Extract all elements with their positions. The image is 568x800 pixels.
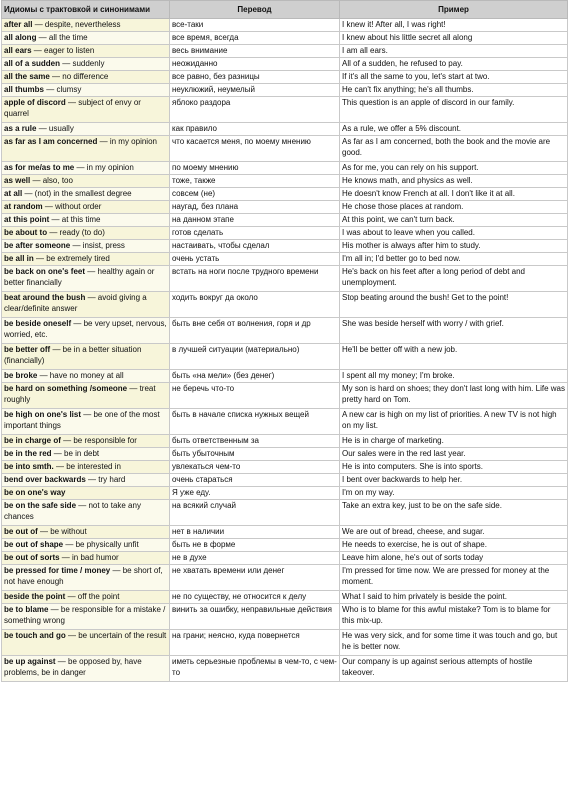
table-row [2, 656, 568, 682]
example-cell: Our company is up against serious attempts of hostile takeover. [340, 656, 568, 682]
table-row [2, 461, 568, 474]
table-row [2, 123, 568, 136]
idiom-definition: — off the point [65, 592, 120, 601]
idiom-term: all ears [4, 46, 32, 55]
example-cell: He can't fix anything; he's all thumbs. [340, 84, 568, 97]
idiom-definition: — also, too [30, 176, 73, 185]
idiom-cell [2, 539, 170, 552]
idiom-cell [2, 383, 170, 409]
idiom-cell [2, 448, 170, 461]
example-cell: All of a sudden, he refused to pay. [340, 58, 568, 71]
idiom-term: be broke [4, 371, 38, 380]
idiom-term: be touch and go [4, 631, 66, 640]
translation-cell: винить за ошибку, неправильные действия [170, 604, 340, 630]
example-cell: Take an extra key, just to be on the safe side. [340, 500, 568, 526]
translation-cell: по моему мнению [170, 162, 340, 175]
example-cell: As a rule, we offer a 5% discount. [340, 123, 568, 136]
example-cell: He is in charge of marketing. [340, 435, 568, 448]
translation-cell: ходить вокруг да около [170, 292, 340, 318]
idiom-term: all the same [4, 72, 50, 81]
idiom-term: all thumbs [4, 85, 45, 94]
example-cell: As far as I am concerned, both the book and the movie are good. [340, 136, 568, 162]
idiom-cell [2, 97, 170, 123]
idiom-term: be on the safe side [4, 501, 77, 510]
idiom-cell [2, 253, 170, 266]
translation-cell: что касается меня, по моему мнению [170, 136, 340, 162]
table-row [2, 552, 568, 565]
idiom-term: be after someone [4, 241, 71, 250]
translation-cell: не хватать времени или денег [170, 565, 340, 591]
idiom-cell [2, 656, 170, 682]
table-row [2, 162, 568, 175]
idiom-definition: — in bad humor [59, 553, 119, 562]
example-cell: She was beside herself with worry / with grief. [340, 318, 568, 344]
table-row [2, 188, 568, 201]
table-row [2, 318, 568, 344]
translation-cell: быть не в форме [170, 539, 340, 552]
idiom-definition: — all the time [36, 33, 88, 42]
idiom-term: be on one's way [4, 488, 66, 497]
table-row [2, 526, 568, 539]
example-cell: I'm pressed for time now. We are pressed for money at the moment. [340, 565, 568, 591]
table-row [2, 604, 568, 630]
idiom-term: be better off [4, 345, 51, 354]
idiom-term: be pressed for time / money [4, 566, 111, 575]
idiom-cell [2, 123, 170, 136]
example-cell: He'll be better off with a new job. [340, 344, 568, 370]
idiom-cell [2, 630, 170, 656]
idiom-term: be back on one's feet [4, 267, 86, 276]
idiom-cell [2, 487, 170, 500]
idiom-definition: — be uncertain of the result [65, 631, 167, 640]
header-idioms: Идиомы с трактовкой и синонимами [2, 1, 170, 19]
idiom-cell [2, 435, 170, 448]
translation-cell: очень стараться [170, 474, 340, 487]
idiom-cell [2, 604, 170, 630]
translation-cell: быть «на мели» (без денег) [170, 370, 340, 383]
table-row [2, 240, 568, 253]
translation-cell: на данном этапе [170, 214, 340, 227]
example-cell: This question is an apple of discord in our family. [340, 97, 568, 123]
translation-cell: готов сделать [170, 227, 340, 240]
header-example: Пример [340, 1, 568, 19]
translation-cell: весь внимание [170, 45, 340, 58]
idiom-definition: — be one of the most important things [4, 410, 160, 430]
translation-cell: совсем (не) [170, 188, 340, 201]
idiom-definition: — be short of, not have enough [4, 566, 163, 586]
example-cell: I'm on my way. [340, 487, 568, 500]
translation-cell: наугад, без плана [170, 201, 340, 214]
translation-cell: быть убыточным [170, 448, 340, 461]
translation-cell: быть ответственным за [170, 435, 340, 448]
idiom-term: beside the point [4, 592, 66, 601]
table-row [2, 201, 568, 214]
translation-cell: все-таки [170, 19, 340, 32]
idiom-cell [2, 201, 170, 214]
idiom-cell [2, 175, 170, 188]
idiom-cell [2, 461, 170, 474]
table-row [2, 448, 568, 461]
example-cell: I knew about his little secret all along [340, 32, 568, 45]
table-row [2, 591, 568, 604]
translation-cell: все время, всегда [170, 32, 340, 45]
idiom-cell [2, 136, 170, 162]
idiom-cell [2, 19, 170, 32]
translation-cell: все равно, без разницы [170, 71, 340, 84]
example-cell: He chose those places at random. [340, 201, 568, 214]
example-cell: A new car is high on my list of priorities. A new TV is not high on my list. [340, 409, 568, 435]
idiom-cell [2, 344, 170, 370]
idiom-term: as well [4, 176, 31, 185]
idiom-definition: — try hard [85, 475, 126, 484]
example-cell: I'm all in; I'd better go to bed now. [340, 253, 568, 266]
translation-cell: на грани; неясно, куда повернется [170, 630, 340, 656]
translation-cell: быть вне себя от волнения, горя и др [170, 318, 340, 344]
idiom-term: at this point [4, 215, 50, 224]
idiom-definition: — have no money at all [37, 371, 124, 380]
idiom-definition: — subject of envy or quarrel [4, 98, 141, 118]
idiom-definition: — avoid giving a clear/definite answer [4, 293, 147, 313]
table-row [2, 500, 568, 526]
table-row [2, 383, 568, 409]
table-row [2, 175, 568, 188]
idiom-definition: — at this time [49, 215, 101, 224]
idiom-term: as a rule [4, 124, 37, 133]
table-row [2, 71, 568, 84]
translation-cell: как правило [170, 123, 340, 136]
idiom-definition: — be opposed by, have problems, be in danger [4, 657, 142, 677]
idiom-cell [2, 591, 170, 604]
table-row [2, 45, 568, 58]
example-cell: We are out of bread, cheese, and sugar. [340, 526, 568, 539]
table-row [2, 487, 568, 500]
table-row [2, 32, 568, 45]
header-translation: Перевод [170, 1, 340, 19]
translation-cell: неуклюжий, неумелый [170, 84, 340, 97]
table-row [2, 344, 568, 370]
example-cell: He knows math, and physics as well. [340, 175, 568, 188]
idiom-definition: — ready (to do) [47, 228, 105, 237]
example-cell: My son is hard on shoes; they don't last long with him. Life was pretty hard on Tom. [340, 383, 568, 409]
example-cell: I knew it! After all, I was right! [340, 19, 568, 32]
table-row [2, 539, 568, 552]
idiom-cell [2, 71, 170, 84]
translation-cell: яблоко раздора [170, 97, 340, 123]
idiom-cell [2, 32, 170, 45]
idiom-definition: — clumsy [44, 85, 82, 94]
idiom-term: be in the red [4, 449, 52, 458]
idiom-definition: — no difference [49, 72, 109, 81]
example-cell: I spent all my money; I'm broke. [340, 370, 568, 383]
idiom-term: all along [4, 33, 37, 42]
idiom-term: be hard on something /someone [4, 384, 128, 393]
idiom-definition: — without order [42, 202, 102, 211]
idiom-cell [2, 162, 170, 175]
idiom-definition: — healthy again or better financially [4, 267, 155, 287]
idiom-term: be about to [4, 228, 48, 237]
example-cell: He doesn't know French at all. I don't like it at all. [340, 188, 568, 201]
idioms-table [1, 0, 568, 682]
translation-cell: в лучшей ситуации (материально) [170, 344, 340, 370]
idiom-definition: — despite, nevertheless [32, 20, 121, 29]
table-row [2, 292, 568, 318]
idiom-cell [2, 292, 170, 318]
translation-cell: неожиданно [170, 58, 340, 71]
idiom-definition: — (not) in the smallest degree [22, 189, 132, 198]
idiom-term: beat around the bush [4, 293, 86, 302]
table-row [2, 409, 568, 435]
idiom-cell [2, 240, 170, 253]
translation-cell: не в духе [170, 552, 340, 565]
idiom-definition: — in my opinion [97, 137, 157, 146]
example-cell: His mother is always after him to study. [340, 240, 568, 253]
idiom-term: be into smth. [4, 462, 54, 471]
example-cell: He needs to exercise, he is out of shape. [340, 539, 568, 552]
table-row [2, 19, 568, 32]
example-cell: I am all ears. [340, 45, 568, 58]
idiom-cell [2, 370, 170, 383]
idiom-cell [2, 266, 170, 292]
idiom-term: at random [4, 202, 43, 211]
example-cell: Who is to blame for this awful mistake? Tom is to blame for this mix-up. [340, 604, 568, 630]
example-cell: As for me, you can rely on his support. [340, 162, 568, 175]
table-row [2, 97, 568, 123]
idiom-definition: — be very upset, nervous, worried, etc. [4, 319, 167, 339]
idiom-term: at all [4, 189, 23, 198]
translation-cell: не по существу, не относится к делу [170, 591, 340, 604]
header-row [2, 1, 568, 19]
idiom-cell [2, 214, 170, 227]
example-cell: He's back on his feet after a long period of debt and unemployment. [340, 266, 568, 292]
translation-cell: не беречь что-то [170, 383, 340, 409]
idiom-cell [2, 552, 170, 565]
idiom-term: apple of discord [4, 98, 66, 107]
idiom-term: bend over backwards [4, 475, 86, 484]
idiom-term: as far as I am concerned [4, 137, 98, 146]
idiom-cell [2, 45, 170, 58]
idiom-definition: — be physically unfit [63, 540, 139, 549]
idiom-definition: — be responsible for [60, 436, 137, 445]
translation-cell: увлекаться чем-то [170, 461, 340, 474]
idiom-definition: — be responsible for a mistake / something wrong [4, 605, 166, 625]
translation-cell: очень устать [170, 253, 340, 266]
idiom-definition: — be extremely tired [33, 254, 110, 263]
idiom-definition: — be without [37, 527, 87, 536]
example-cell: I bent over backwards to help her. [340, 474, 568, 487]
table-row [2, 136, 568, 162]
table-row [2, 565, 568, 591]
idiom-term: be beside oneself [4, 319, 72, 328]
idiom-cell [2, 500, 170, 526]
idiom-definition: — suddenly [60, 59, 105, 68]
translation-cell: нет в наличии [170, 526, 340, 539]
example-cell: What I said to him privately is beside the point. [340, 591, 568, 604]
idiom-term: be to blame [4, 605, 49, 614]
idiom-term: be in charge of [4, 436, 61, 445]
idiom-definition: — eager to listen [31, 46, 95, 55]
idiom-cell [2, 565, 170, 591]
example-cell: At this point, we can't turn back. [340, 214, 568, 227]
example-cell: He was very sick, and for some time it was touch and go, but he is better now. [340, 630, 568, 656]
table-row [2, 630, 568, 656]
idiom-cell [2, 474, 170, 487]
idiom-term: be out of [4, 527, 38, 536]
idiom-term: be up against [4, 657, 56, 666]
idiom-definition: — not to take any chances [4, 501, 141, 521]
translation-cell: быть в начале списка нужных вещей [170, 409, 340, 435]
example-cell: He is into computers. She is into sports. [340, 461, 568, 474]
translation-cell: настаивать, чтобы сделал [170, 240, 340, 253]
translation-cell: встать на ноги после трудного времени [170, 266, 340, 292]
table-row [2, 474, 568, 487]
idiom-term: all of a sudden [4, 59, 61, 68]
table-row [2, 253, 568, 266]
idiom-cell [2, 58, 170, 71]
table-row [2, 266, 568, 292]
idiom-definition: — be in a better situation (financially) [4, 345, 142, 365]
idiom-cell [2, 227, 170, 240]
idiom-term: be out of sorts [4, 553, 60, 562]
idiom-definition: — be interested in [53, 462, 121, 471]
table-row [2, 370, 568, 383]
table-row [2, 214, 568, 227]
translation-cell: тоже, также [170, 175, 340, 188]
idiom-cell [2, 318, 170, 344]
idiom-definition: — insist, press [70, 241, 125, 250]
idiom-definition: — in my opinion [74, 163, 134, 172]
translation-cell: на всякий случай [170, 500, 340, 526]
idiom-term: as for me/as to me [4, 163, 75, 172]
idiom-definition: — treat roughly [4, 384, 156, 404]
example-cell: Stop beating around the bush! Get to the point! [340, 292, 568, 318]
idiom-term: be all in [4, 254, 34, 263]
idiom-term: be out of shape [4, 540, 64, 549]
idiom-term: after all [4, 20, 33, 29]
translation-cell: Я уже еду. [170, 487, 340, 500]
example-cell: Our sales were in the red last year. [340, 448, 568, 461]
idiom-cell [2, 526, 170, 539]
example-cell: Leave him alone, he's out of sorts today [340, 552, 568, 565]
table-row [2, 58, 568, 71]
idiom-definition: — usually [36, 124, 74, 133]
idiom-term: be high on one's list [4, 410, 82, 419]
example-cell: I was about to leave when you called. [340, 227, 568, 240]
idiom-cell [2, 409, 170, 435]
idiom-cell [2, 84, 170, 97]
idiom-cell [2, 188, 170, 201]
table-row [2, 227, 568, 240]
translation-cell: иметь серьезные проблемы в чем-то, с чем-то [170, 656, 340, 682]
table-row [2, 435, 568, 448]
idiom-definition: — be in debt [51, 449, 100, 458]
table-row [2, 84, 568, 97]
example-cell: If it's all the same to you, let's start at two. [340, 71, 568, 84]
